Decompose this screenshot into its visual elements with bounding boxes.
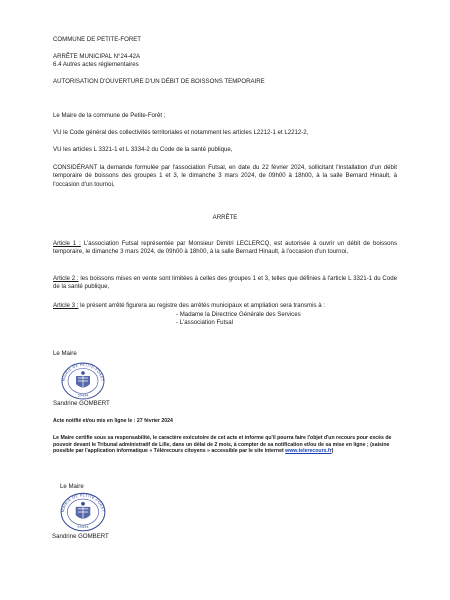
commune-name: COMMUNE DE PETITE-FORET — [53, 36, 142, 43]
svg-text:MAIRIE DE PETITE-FORET: MAIRIE DE PETITE-FORET — [61, 493, 105, 513]
recipient-1: - Madame la Directrice Générale des Services — [176, 311, 301, 318]
publication-date: Acte notifié et/ou mis en ligne le : 27 février 2024 — [53, 418, 173, 424]
vu-line-1: VU le Code général des collectivités territoriales et notamment les articles L2212-1 et L2212-2, — [53, 129, 309, 136]
arrete-number: ARRÊTE MUNICIPAL N°24-42A — [53, 53, 141, 60]
article-1-text: L'association Futsal représentée par Monsieur Dimitri LECLERCQ, est autorisée à ouvrir un débit de boissons temporaire, le dimanche 3 mars 2024, de 09h00 à 18h00, à la salle Bernard Hinault, à l'occasion d'un tournoi, — [53, 240, 397, 256]
mairie-seal-stamp — [59, 360, 107, 400]
article-3-label: Article 3 : — [53, 302, 79, 309]
signature-name: Sandrine GOMBERT — [53, 400, 110, 407]
signature-title: Le Maire — [53, 350, 77, 357]
svg-text:59494: 59494 — [77, 525, 89, 530]
signature-2-name: Sandrine GOMBERT — [52, 533, 109, 540]
article-2-text: les boissons mises en vente sont limitées à celles des groupes 1 et 3, telles que définies à l'article L 3321-1 du Code de la santé publique, — [53, 275, 397, 291]
article-2 — [53, 275, 397, 292]
arrete-heading: ARRÊTE — [212, 214, 238, 221]
legal-notice — [53, 435, 397, 455]
article-3 — [53, 302, 325, 310]
recipient-2: - L'association Futsal — [176, 319, 234, 326]
article-1 — [53, 240, 397, 257]
arrete-category: 6.4 Autres actes réglementaires — [53, 61, 139, 68]
svg-text:59494: 59494 — [77, 393, 89, 398]
arrete-subject: AUTORISATION D'OUVERTURE D'UN DÉBIT DE BOISSONS TEMPORAIRE — [53, 78, 265, 85]
vu-line-2: VU les articles L 3321-1 et L 3334-2 du Code de la santé publique, — [53, 146, 233, 153]
legal-notice-end: ) — [331, 448, 334, 455]
article-1-label: Article 1 : — [53, 240, 81, 247]
considerant-paragraph: CONSIDÉRANT la demande formulée par l'association Futsal, en date du 22 février 2024, sollicitant l'installation d'un débit temporaire de boissons des groupes 1 et 3, le dimanche 3 mars 2024, de 09h00 à 18h00, à la salle Bernard Hinault, à l'occasion d'un tournoi, — [53, 164, 397, 188]
legal-notice-text: Le Maire certifie sous sa responsabilité, le caractère exécutoire de cet acte et informe qu'il pourra faire l'objet d'un recours pour excès de pouvoir devant le Tribunal administratif de Lille, dans un délai de 2 mois, à compter de sa notification et/ou de sa mise en ligne ; (saisine possible par l'application informatique « Télérecours citoyens » accessible par le site internet — [53, 435, 392, 455]
svg-text:MAIRIE DE PETITE-FORET: MAIRIE DE PETITE-FORET — [61, 362, 105, 382]
mairie-seal-stamp-2 — [58, 490, 108, 532]
maire-line: Le Maire de la commune de Petite-Forêt ; — [53, 112, 166, 119]
signature-2-title: Le Maire — [60, 483, 84, 490]
telerecours-link[interactable]: www.telerecours.fr — [285, 448, 332, 455]
article-3-text: le présent arrêté figurera au registre des arrêtés municipaux et ampliation sera transmis à : — [78, 302, 325, 309]
article-2-label: Article 2 : — [53, 275, 79, 282]
